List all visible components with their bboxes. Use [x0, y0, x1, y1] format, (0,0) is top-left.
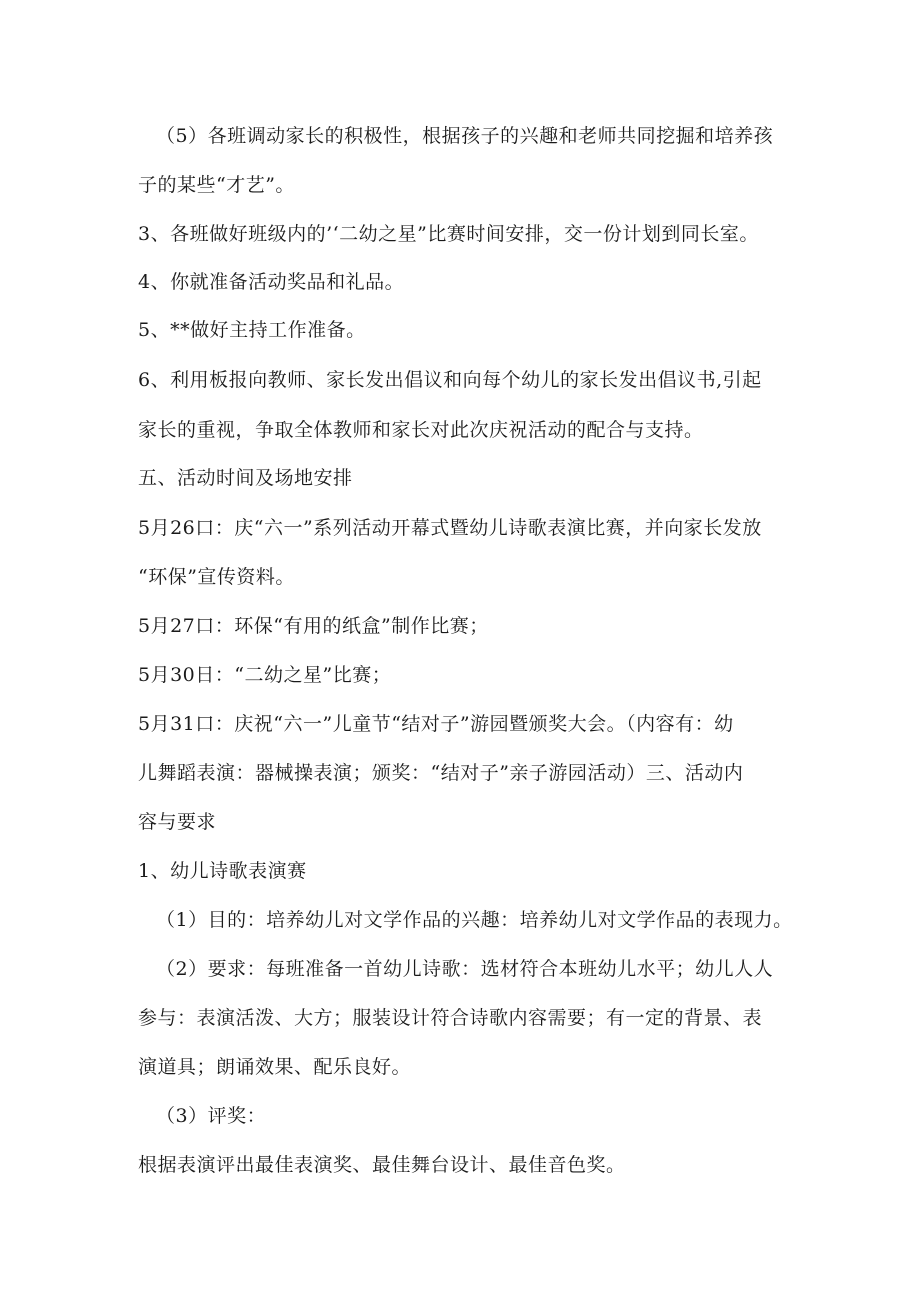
text-line: 5月26口：庆“六一”系列活动开幕式暨幼儿诗歌表演比赛，并向家长发放	[138, 517, 762, 539]
text-line: 容与要求	[138, 811, 217, 833]
text-line: （3）评奖：	[156, 1105, 267, 1127]
text-line: 演道具；朗诵效果、配乐良好。	[138, 1056, 412, 1078]
section-heading: 1、幼儿诗歌表演赛	[138, 860, 307, 882]
text-line: 参与：表演活泼、大方；服装设计符合诗歌内容需要；有一定的背景、表	[138, 1007, 763, 1029]
text-line: 5月30日：“二幼之星”比赛；	[138, 664, 392, 686]
text-line: 4、你就准备活动奖品和礼品。	[138, 271, 405, 293]
text-line: “环保”宣传资料。	[138, 566, 295, 588]
text-line: 5、**做好主持工作准备。	[138, 319, 366, 341]
text-line: （5）各班调动家长的积极性，根据孩子的兴趣和老师共同挖掘和培养孩	[156, 125, 774, 147]
text-line: 子的某些“才艺”。	[138, 174, 295, 196]
text-line: 3、各班做好班级内的’‘二幼之星”比赛时间安排，交一份计划到同长室。	[138, 223, 759, 245]
text-line: 5月27口：环保“有用的纸盒”制作比赛；	[138, 615, 489, 637]
text-line: 儿舞蹈表演：器械操表演；颁奖：“结对子”亲子游园活动）三、活动内	[138, 762, 744, 784]
text-line: （1）目的：培养幼儿对文学作品的兴趣：培养幼儿对文学作品的表现力。	[156, 909, 793, 931]
text-line: 5月31口：庆祝“六一”儿童节“结对子”游园暨颁奖大会。（内容有：幼	[138, 713, 734, 735]
text-line: 家长的重视，争取全体教师和家长对此次庆祝活动的配合与支持。	[138, 419, 704, 441]
section-heading: 五、活动时间及场地安排	[138, 467, 353, 489]
text-line: 6、利用板报向教师、家长发出倡议和向每个幼儿的家长发出倡议书,引起	[138, 369, 762, 391]
text-line: （2）要求：每班准备一首幼儿诗歌：选材符合本班幼儿水平；幼儿人人	[156, 958, 774, 980]
text-line: 根据表演评出最佳表演奖、最佳舞台设计、最佳音色奖。	[138, 1154, 626, 1176]
